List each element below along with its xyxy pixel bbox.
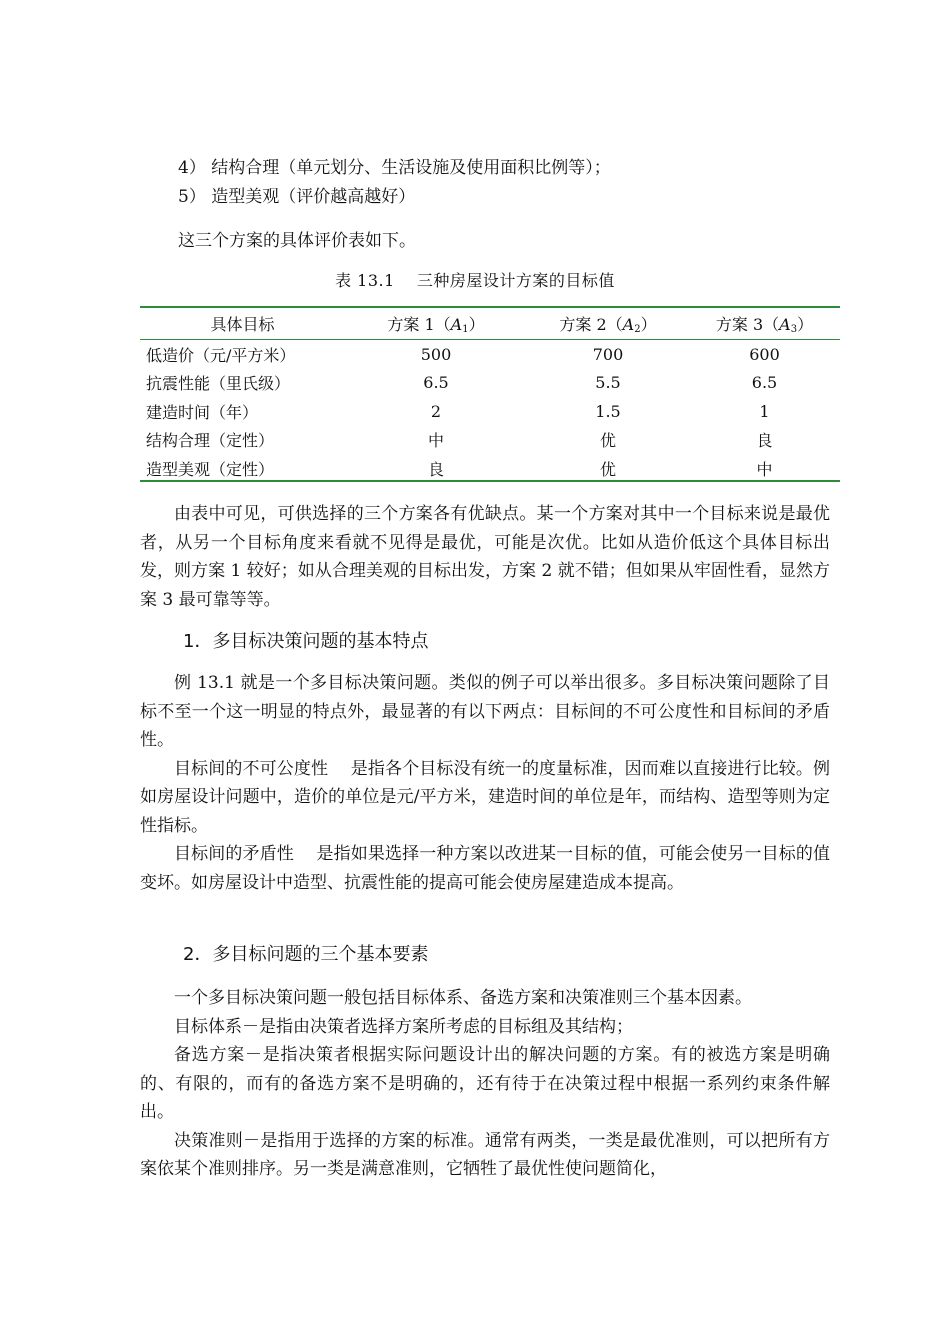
section-heading-2: 2．多目标问题的三个基本要素 bbox=[183, 944, 429, 965]
header-plan-1: 方案 $1(A_1)$ bbox=[345, 307, 527, 340]
paragraph: 决策准则－是指用于选择的方案的标准。通常有两类，一类是最优准则，可以把所有方案依某个准则排序。另一类是满意准则，它牺牲了最优性使问题简化， bbox=[140, 1130, 830, 1179]
table-row bbox=[140, 426, 840, 455]
table-row bbox=[140, 454, 840, 483]
header-plan-3: 方案 $3(A_3)$ bbox=[689, 307, 840, 340]
row-label: 抗震性能（里氏级） bbox=[146, 374, 291, 394]
cell-plan-2: 优 bbox=[599, 459, 616, 479]
cell-plan-2: 1.5 bbox=[595, 401, 621, 421]
cell-plan-1: 2 bbox=[430, 401, 442, 421]
goal-table bbox=[140, 307, 840, 483]
cell-plan-1: 良 bbox=[427, 459, 444, 479]
section-1-body bbox=[140, 669, 830, 897]
table-row bbox=[140, 369, 840, 398]
cell-plan-1: 6.5 bbox=[423, 373, 449, 393]
paragraph: 由表中可见，可供选择的三个方案各有优缺点。某一个方案对其中一个目标来说是最优者，从另一个目标角度来看就不见得是最优，可能是次优。比如从造价低这个具体目标出发，则方案 1 较好；如从合理美观的目标出发，方案 2 就不错；但如果从牢固性看，显然方案 3 最可靠等等。 bbox=[140, 504, 830, 610]
list-item-5: 5） 造型美观（评价越高越好） bbox=[178, 187, 416, 207]
table-header-row bbox=[140, 307, 840, 340]
cell-plan-2: 5.5 bbox=[595, 373, 621, 393]
section-2-body bbox=[140, 984, 830, 1184]
paragraph: 目标体系－是指由决策者选择方案所考虑的目标组及其结构； bbox=[174, 1016, 633, 1037]
list-item-4: 4） 结构合理（单元划分、生活设施及使用面积比例等）； bbox=[178, 158, 611, 178]
cell-plan-1: 500 bbox=[420, 344, 452, 364]
table-discussion bbox=[140, 500, 830, 614]
table-caption: 表 13.1 三种房屋设计方案的目标值 bbox=[335, 271, 615, 290]
paragraph: 例 13.1 就是一个多目标决策问题。类似的例子可以举出很多。多目标决策问题除了目标不至一个这一明显的特点外，最显著的有以下两点：目标间的不可公度性和目标间的矛盾性。 bbox=[140, 673, 830, 750]
paragraph: 目标间的矛盾性 是指如果选择一种方案以改进某一目标的值，可能会使另一目标的值变坏。如房屋设计中造型、抗震性能的提高可能会使房屋建造成本提高。 bbox=[140, 844, 830, 893]
cell-plan-3: 良 bbox=[756, 431, 773, 451]
row-label: 低造价（元/平方米） bbox=[146, 345, 296, 365]
cell-plan-3: 6.5 bbox=[751, 373, 778, 393]
row-label: 建造时间（年） bbox=[146, 402, 259, 422]
section-heading-1: 1．多目标决策问题的基本特点 bbox=[183, 631, 429, 652]
paragraph: 一个多目标决策问题一般包括目标体系、备选方案和决策准则三个基本因素。 bbox=[174, 988, 752, 1008]
cell-plan-3: 1 bbox=[759, 401, 770, 421]
cell-plan-2: 700 bbox=[592, 344, 624, 364]
table-bottom-rule bbox=[140, 480, 840, 482]
row-label: 结构合理（定性） bbox=[146, 431, 275, 451]
cell-plan-1: 中 bbox=[427, 431, 444, 451]
intro-text: 这三个方案的具体评价表如下。 bbox=[178, 231, 416, 251]
table-row bbox=[140, 340, 840, 369]
cell-plan-2: 优 bbox=[599, 431, 616, 451]
row-label: 造型美观（定性） bbox=[146, 459, 275, 479]
cell-plan-3: 中 bbox=[756, 459, 773, 479]
header-plan-2: 方案 $2(A_2)$ bbox=[527, 307, 689, 340]
cell-plan-3: 600 bbox=[749, 344, 780, 364]
paragraph: 目标间的不可公度性 是指各个目标没有统一的度量标准，因而难以直接进行比较。例如房屋设计问题中，造价的单位是元/平方米，建造时间的单位是年，而结构、造型等则为定性指标。 bbox=[140, 758, 830, 836]
header-goal: 具体目标 bbox=[140, 307, 345, 340]
paragraph: 备选方案－是指决策者根据实际问题设计出的解决问题的方案。有的被选方案是明确的、有限的，而有的备选方案不是明确的，还有待于在决策过程中根据一系列约束条件解出。 bbox=[140, 1045, 830, 1122]
table-row bbox=[140, 397, 840, 426]
